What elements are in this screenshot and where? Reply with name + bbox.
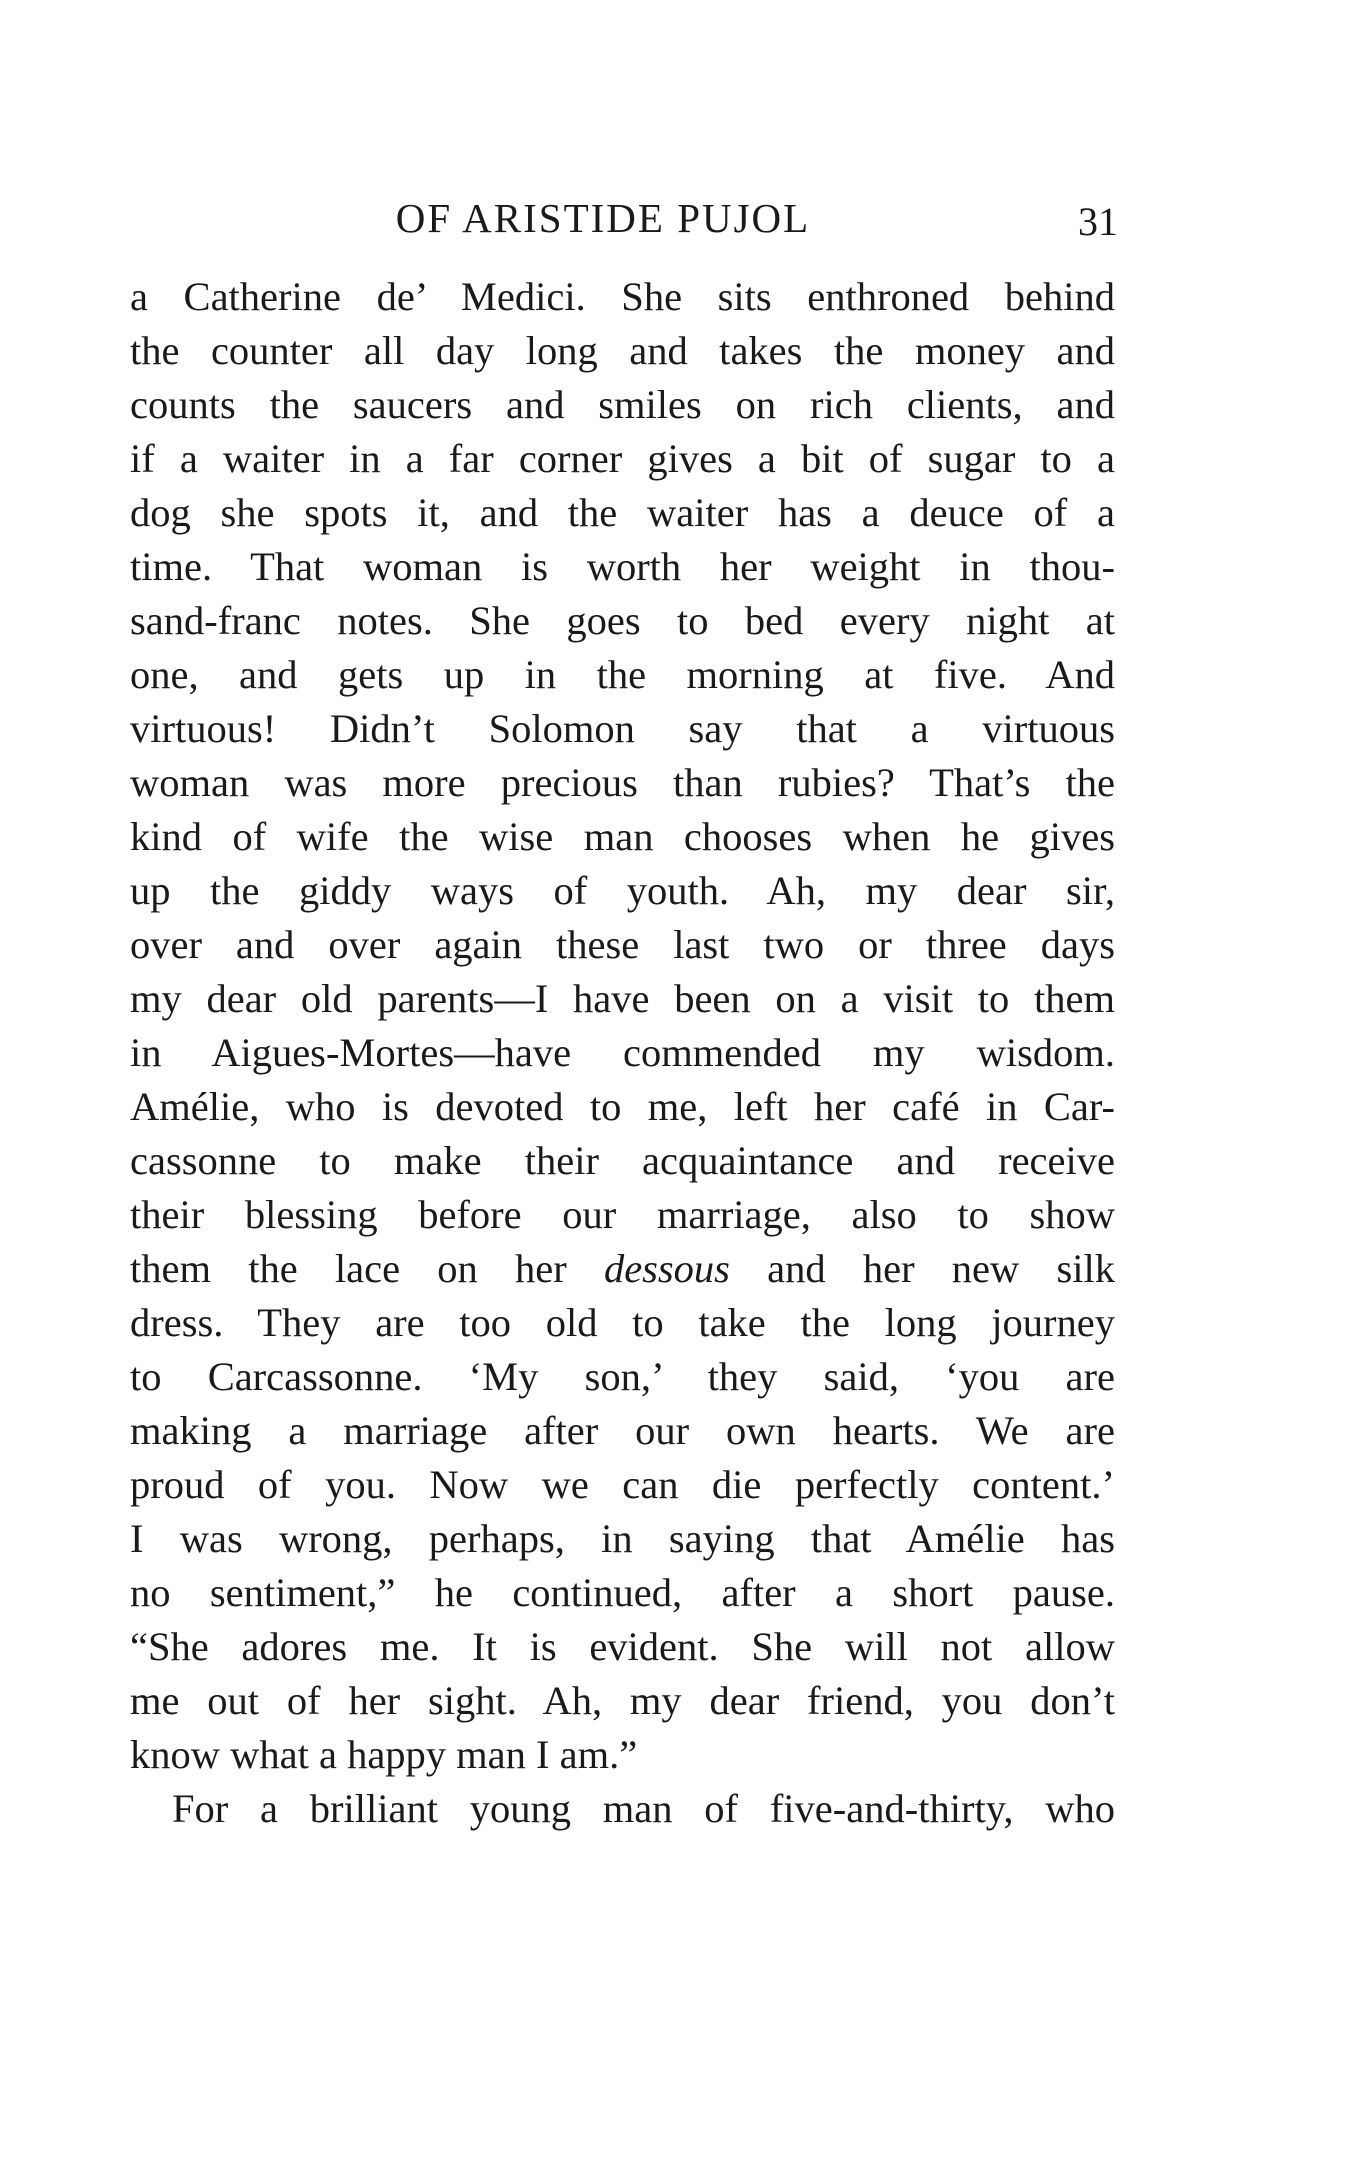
text-line: me out of her sight. Ah, my dear friend, you don’t bbox=[130, 1678, 1115, 1723]
text-line: I was wrong, perhaps, in saying that Amélie has bbox=[130, 1516, 1115, 1561]
text-line: one, and gets up in the morning at five. And bbox=[130, 652, 1115, 697]
running-head bbox=[128, 188, 1118, 248]
text-line-paragraph-start: For a brilliant young man of five-and-thirty, who bbox=[172, 1786, 1115, 1831]
text-line: kind of wife the wise man chooses when he gives bbox=[130, 814, 1115, 859]
text-line: “She adores me. It is evident. She will not allow bbox=[130, 1624, 1115, 1669]
text-line: woman was more precious than rubies? That’s the bbox=[130, 760, 1115, 805]
text-line: sand-franc notes. She goes to bed every night at bbox=[130, 598, 1115, 643]
text-line: cassonne to make their acquaintance and receive bbox=[130, 1138, 1115, 1183]
text-segment: them the lace on her bbox=[130, 1246, 604, 1291]
text-line: making a marriage after our own hearts. We are bbox=[130, 1408, 1115, 1453]
text-line: counts the saucers and smiles on rich clients, and bbox=[130, 382, 1115, 427]
text-line: their blessing before our marriage, also to show bbox=[130, 1192, 1115, 1237]
text-line: over and over again these last two or three days bbox=[130, 922, 1115, 967]
text-line: Amélie, who is devoted to me, left her café in Car- bbox=[130, 1084, 1115, 1129]
running-title: OF ARISTIDE PUJOL bbox=[395, 195, 811, 241]
text-line-with-italic bbox=[130, 1242, 1115, 1296]
text-line: the counter all day long and takes the money and bbox=[130, 328, 1115, 373]
text-line: no sentiment,” he continued, after a short pause. bbox=[130, 1570, 1115, 1615]
italic-word: dessous bbox=[603, 1246, 730, 1291]
text-line: proud of you. Now we can die perfectly content.’ bbox=[130, 1462, 1115, 1507]
text-line: in Aigues-Mortes—have commended my wisdom. bbox=[130, 1030, 1115, 1075]
text-line: if a waiter in a far corner gives a bit of sugar to a bbox=[130, 436, 1115, 481]
text-line: dress. They are too old to take the long journey bbox=[130, 1300, 1115, 1345]
text-line: time. That woman is worth her weight in thou- bbox=[130, 544, 1115, 589]
text-line: know what a happy man I am.” bbox=[130, 1732, 638, 1777]
text-line: a Catherine de’ Medici. She sits enthroned behind bbox=[130, 274, 1115, 319]
text-segment: and her new silk bbox=[729, 1246, 1115, 1291]
text-line: my dear old parents—I have been on a visit to them bbox=[130, 976, 1115, 1021]
text-line: up the giddy ways of youth. Ah, my dear sir, bbox=[130, 868, 1115, 913]
text-line: virtuous! Didn’t Solomon say that a virtuous bbox=[130, 706, 1115, 751]
text-line: dog she spots it, and the waiter has a deuce of a bbox=[130, 490, 1115, 535]
body-text bbox=[130, 270, 1115, 1836]
text-line: to Carcassonne. ‘My son,’ they said, ‘you are bbox=[130, 1354, 1115, 1399]
page-number: 31 bbox=[1078, 199, 1118, 244]
